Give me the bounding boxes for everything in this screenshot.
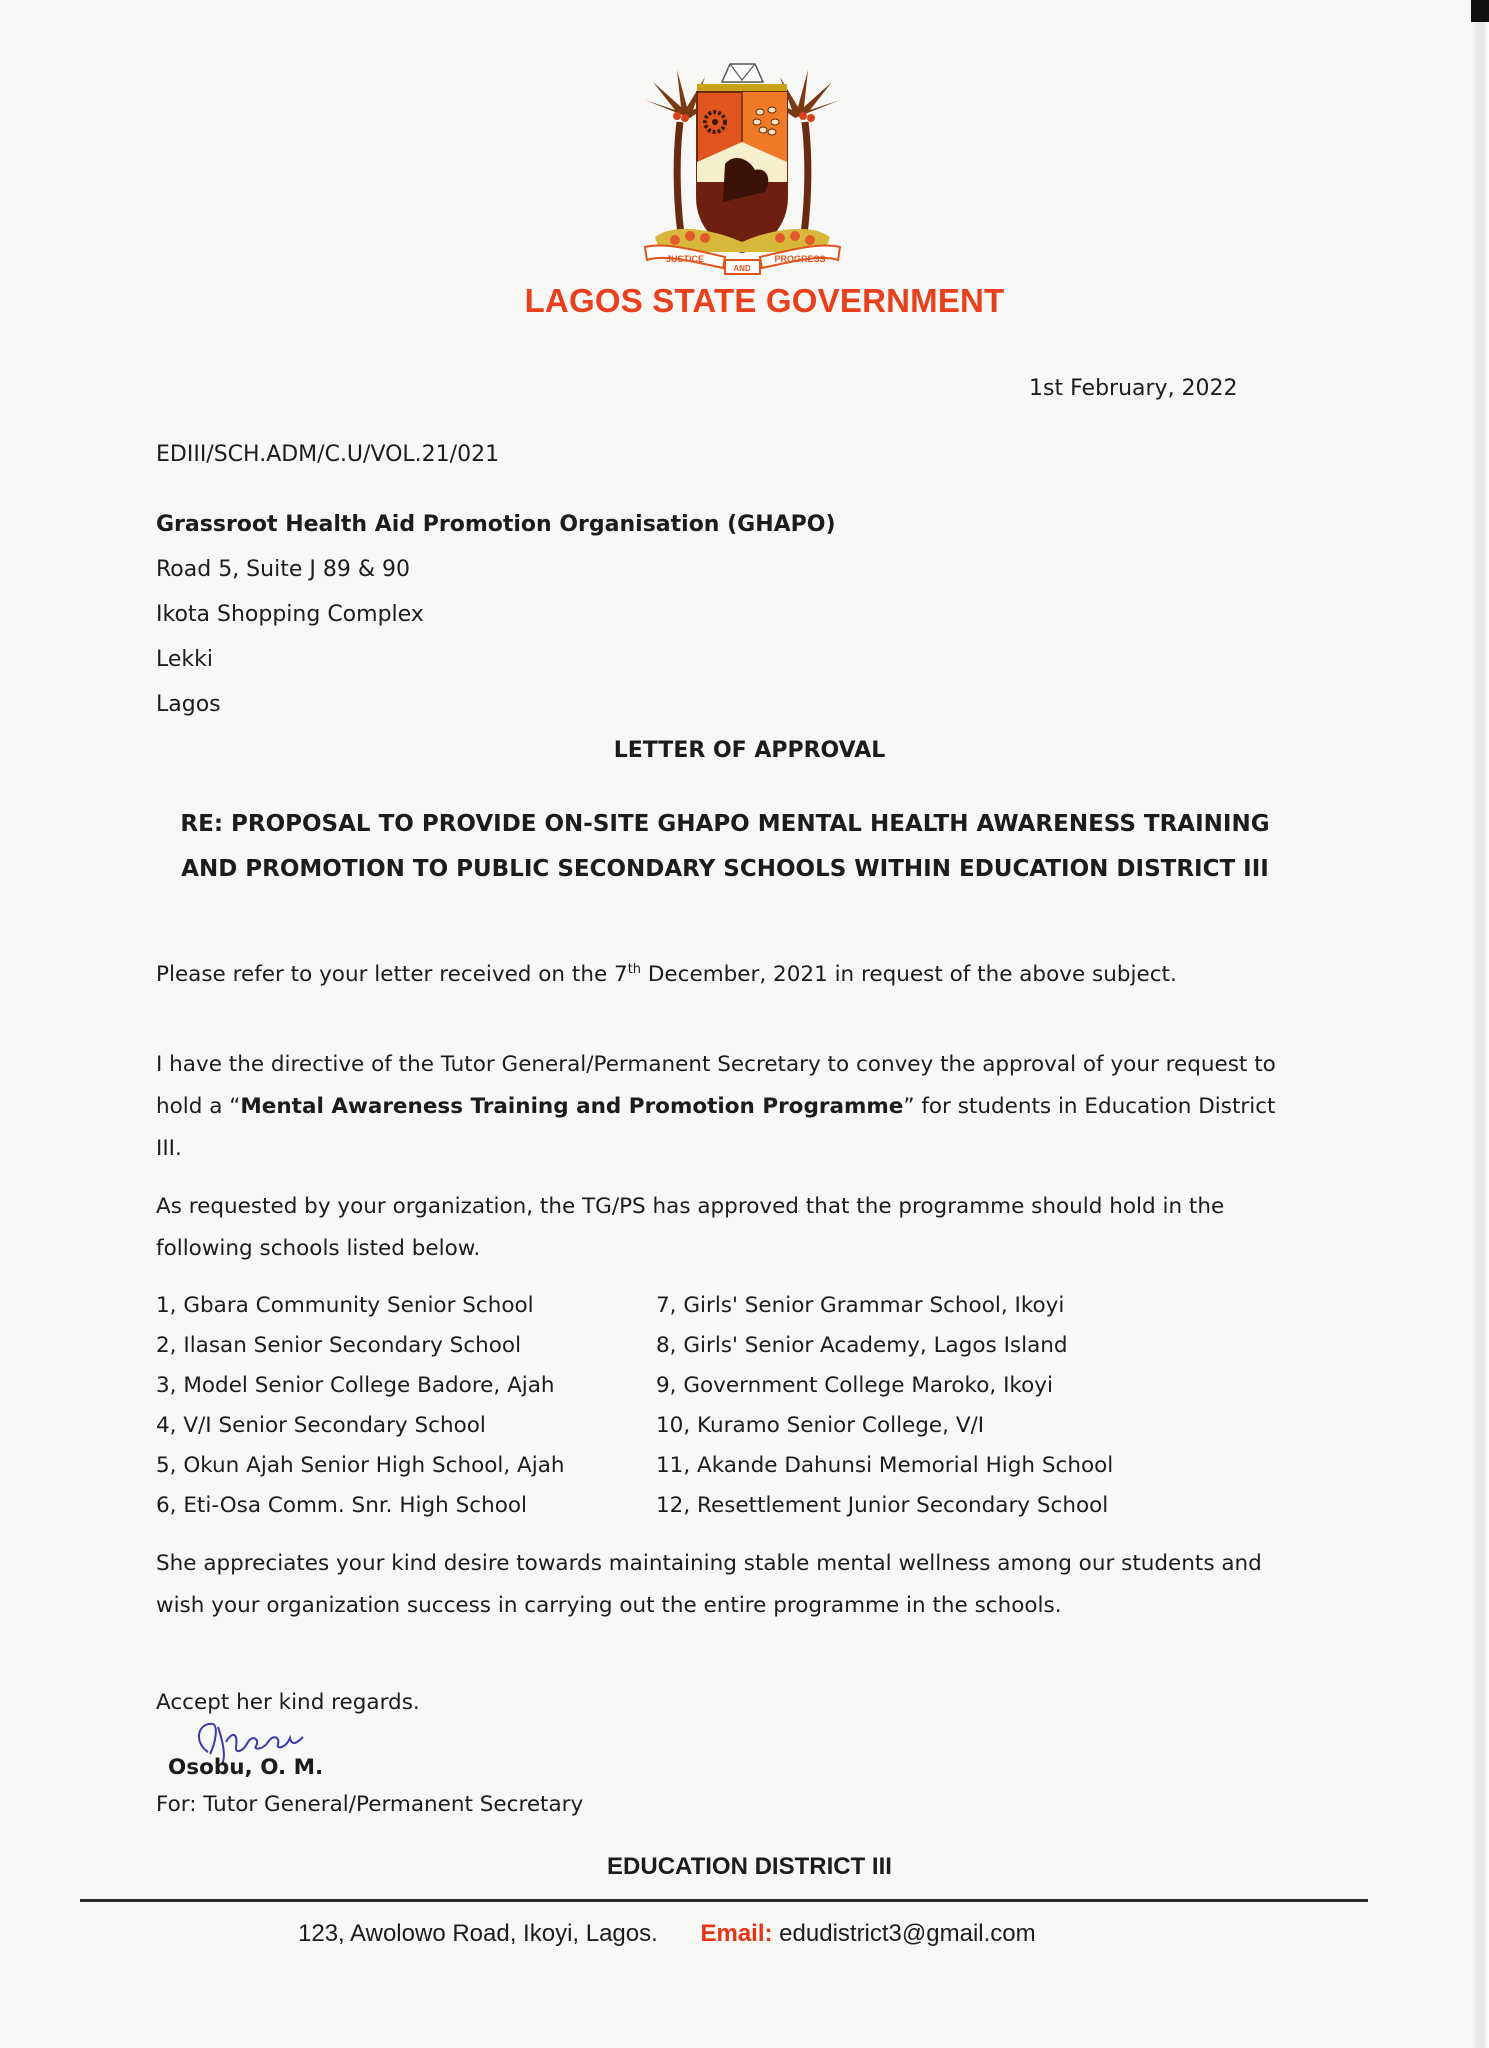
addressee-block xyxy=(156,502,836,727)
letter-date: 1st February, 2022 xyxy=(1029,376,1238,401)
reference-number: EDIII/SCH.ADM/C.U/VOL.21/021 xyxy=(156,442,500,467)
body-paragraph-2 xyxy=(156,1044,1291,1170)
list-item: 3, Model Senior College Badore, Ajah xyxy=(156,1373,555,1398)
addressee-line: Ikota Shopping Complex xyxy=(156,602,424,627)
list-item: 12, Resettlement Junior Secondary School xyxy=(656,1493,1109,1518)
closing-regards: Accept her kind regards. xyxy=(156,1690,420,1715)
footer-divider xyxy=(80,1899,1368,1902)
body-paragraph-3: As requested by your organization, the TG/PS has approved that the programme should hold in the following schools listed below. xyxy=(156,1194,1225,1261)
scan-corner-artifact xyxy=(1471,0,1489,22)
footer-contact xyxy=(298,1920,1036,1948)
footer-email: edudistrict3@gmail.com xyxy=(779,1920,1036,1947)
p1-superscript: th xyxy=(627,961,642,977)
footer-district: EDUCATION DISTRICT III xyxy=(607,1853,892,1880)
lagos-coat-of-arms-icon xyxy=(635,52,850,277)
motto-progress: PROGRESS xyxy=(774,254,826,264)
signer-name: Osobu, O. M. xyxy=(168,1755,324,1780)
list-item: 11, Akande Dahunsi Memorial High School xyxy=(656,1453,1114,1478)
list-item: 5, Okun Ajah Senior High School, Ajah xyxy=(156,1453,565,1478)
addressee-line: Lekki xyxy=(156,647,213,672)
list-item: 1, Gbara Community Senior School xyxy=(156,1293,534,1318)
addressee-line: Lagos xyxy=(156,692,221,717)
list-item: 7, Girls' Senior Grammar School, Ikoyi xyxy=(656,1293,1065,1318)
government-title: LAGOS STATE GOVERNMENT xyxy=(524,282,1005,319)
schools-list xyxy=(156,1286,1206,1526)
addressee-organisation: Grassroot Health Aid Promotion Organisation (GHAPO) xyxy=(156,512,836,537)
signer-title: For: Tutor General/Permanent Secretary xyxy=(156,1792,584,1817)
body-paragraph-4: She appreciates your kind desire towards maintaining stable mental wellness among our students and wish your organization success in carrying out the entire programme in the schools. xyxy=(156,1551,1262,1618)
body-paragraph-1 xyxy=(156,954,1291,996)
addressee-line: Road 5, Suite J 89 & 90 xyxy=(156,557,410,582)
list-item: 10, Kuramo Senior College, V/I xyxy=(656,1413,985,1438)
subject-heading: RE: PROPOSAL TO PROVIDE ON-SITE GHAPO MENTAL HEALTH AWARENESS TRAINING AND PROMOTION TO PUBLIC SECONDARY SCHOOLS WITHIN EDUCATION DISTRICT III xyxy=(180,811,1270,882)
p2-text-after: ” for students in Education District III. xyxy=(156,1094,1276,1161)
email-label: Email: xyxy=(700,1920,773,1947)
p2-text: I have the directive of the Tutor General/Permanent Secretary to convey the approval of your request to hold a “ xyxy=(156,1052,1276,1119)
p1-text: Please refer to your letter received on the 7 xyxy=(156,962,628,987)
p1-text-after: December, 2021 in request of the above subject. xyxy=(641,962,1177,987)
list-item: 2, Ilasan Senior Secondary School xyxy=(156,1333,522,1358)
motto-and: AND xyxy=(733,264,751,273)
programme-name: Mental Awareness Training and Promotion Programme xyxy=(240,1094,904,1119)
letter-heading: LETTER OF APPROVAL xyxy=(613,738,886,763)
list-item: 9, Government College Maroko, Ikoyi xyxy=(656,1373,1053,1398)
motto-justice: JUSTICE xyxy=(665,254,705,264)
list-item: 8, Girls' Senior Academy, Lagos Island xyxy=(656,1333,1068,1358)
footer-address: 123, Awolowo Road, Ikoyi, Lagos. xyxy=(298,1920,658,1947)
list-item: 4, V/I Senior Secondary School xyxy=(156,1413,486,1438)
list-item: 6, Eti-Osa Comm. Snr. High School xyxy=(156,1493,527,1518)
